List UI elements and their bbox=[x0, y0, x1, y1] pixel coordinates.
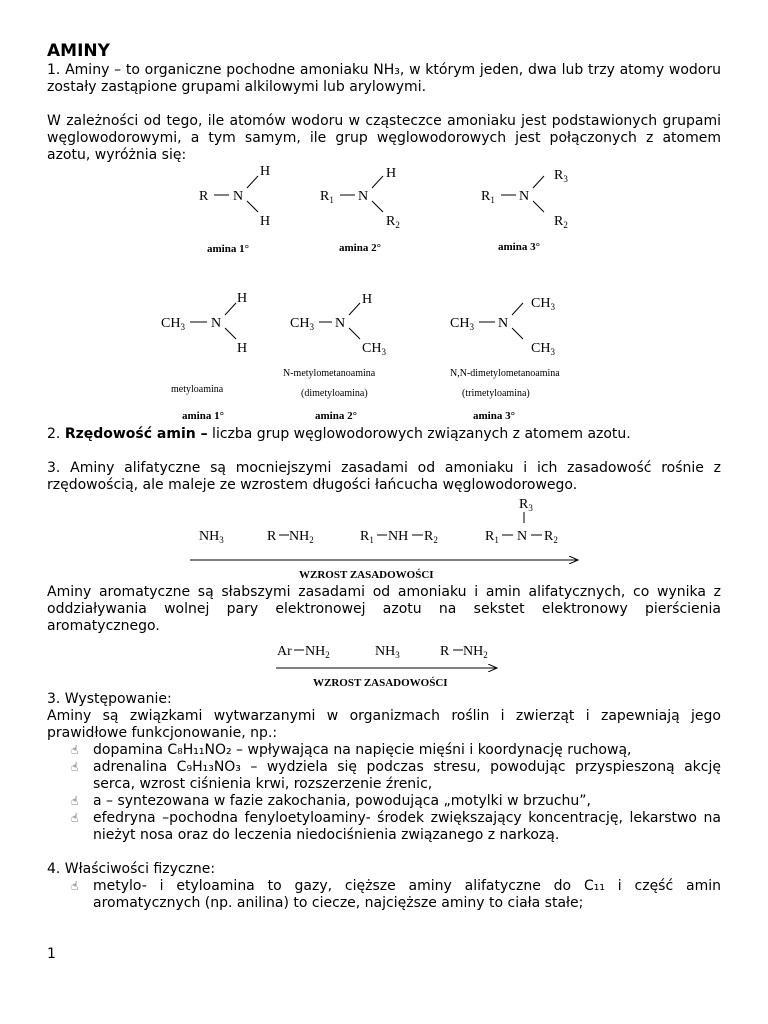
svg-text:NH: NH bbox=[388, 529, 409, 544]
svg-text:NH2: $NH_2$ bbox=[305, 644, 330, 660]
svg-text:R3: $R_3$ bbox=[519, 497, 533, 513]
svg-text:Ar: Ar bbox=[277, 644, 292, 659]
document-page bbox=[47, 40, 721, 912]
svg-text:N: N bbox=[335, 316, 346, 331]
svg-text:N: N bbox=[498, 316, 509, 331]
label-primary: amina 1° bbox=[207, 243, 249, 255]
name-trimethylamine: (trimetyloamina) bbox=[462, 388, 530, 399]
svg-text:CH3: $CH_3$ bbox=[450, 316, 474, 332]
list-item: ☝ a – syntezowana w fazie zakochania, powodująca „motylki w brzuchu”, bbox=[71, 793, 591, 809]
basicity-arrow-label: WZROST ZASADOWOŚCI bbox=[299, 569, 434, 581]
svg-text:CH3: $CH_3$ bbox=[290, 316, 314, 332]
svg-text:R1: $R_1$ bbox=[320, 189, 334, 205]
svg-text:N: N bbox=[233, 189, 244, 204]
list-item: ☝ metylo- i etyloamina to gazy, cięższe aminy alifatyczne do C₁₁ i część amin aromatycznych (np. anilina) to ciecze, najcięższe aminy to ciała stałe; bbox=[71, 878, 721, 911]
svg-text:R1: $R_1$ bbox=[481, 189, 495, 205]
svg-text:R: R bbox=[440, 644, 450, 659]
page-number: 1 bbox=[47, 946, 56, 962]
svg-text:H: H bbox=[260, 214, 271, 229]
svg-text:R1: $R_1$ bbox=[360, 529, 374, 545]
label-tertiary: amina 3° bbox=[498, 241, 540, 253]
label-secondary: amina 2° bbox=[339, 242, 381, 254]
svg-text:N: N bbox=[519, 189, 530, 204]
list-item: ☝ adrenalina C₉H₁₃NO₃ – wydziela się podczas stresu, powodując przyspieszoną akcję serca, wzrost ciśnienia krwi, rozszerzenie źrenic, bbox=[71, 759, 721, 792]
pointing-hand-icon: ☝ bbox=[71, 811, 79, 825]
paragraph-aromatic-basicity: Aminy aromatyczne są słabszymi zasadami od amoniaku i amin alifatycznych, co wynika z oddziaływania wolnej pary elektronowej azotu na sekstet elektronowy pierścienia aromatycznego. bbox=[47, 584, 721, 634]
section-occurrence-heading: 3. Występowanie: bbox=[47, 691, 172, 707]
page-title: AMINY bbox=[47, 41, 110, 61]
svg-text:N: N bbox=[517, 529, 528, 544]
svg-text:CH3: $CH_3$ bbox=[362, 341, 386, 357]
structure-dimethylamine bbox=[290, 292, 386, 357]
svg-text:H: H bbox=[237, 341, 248, 356]
order-number: 2. bbox=[47, 426, 61, 442]
svg-text:H: H bbox=[362, 292, 373, 307]
order-term: Rzędowość amin – bbox=[64, 426, 208, 442]
paragraph-aliphatic-basicity: 3. Aminy alifatyczne są mocniejszymi zasadami od amoniaku i ich zasadowość rośnie z rzędowością, ale maleje ze wzrostem długości łańcucha węglowodorowego. bbox=[47, 460, 721, 493]
structure-tertiary-generic bbox=[481, 168, 568, 230]
svg-text:H: H bbox=[260, 164, 271, 179]
svg-text:R1: $R_1$ bbox=[485, 529, 499, 545]
structure-primary-generic bbox=[199, 164, 270, 229]
order-definition: liczba grup węglowodorowych związanych z atomem azotu. bbox=[207, 426, 631, 442]
paragraph-classification: W zależności od tego, ile atomów wodoru w cząsteczce amoniaku jest podstawionych grupami węglowodorowymi, a tym samym, ile grup węglowodorowych jest połączonych z atomem azotu, wyróżnia się: bbox=[47, 113, 721, 163]
svg-text:H: H bbox=[237, 291, 248, 306]
name-dimethylamine: (dimetyloamina) bbox=[301, 388, 368, 399]
pointing-hand-icon: ☝ bbox=[71, 794, 79, 808]
svg-text:NH2: $NH_2$ bbox=[463, 644, 488, 660]
aromatic-arrow-label: WZROST ZASADOWOŚCI bbox=[313, 677, 448, 689]
aromatic-basicity-figure bbox=[47, 635, 721, 691]
svg-text:R2: $R_2$ bbox=[386, 214, 400, 230]
svg-text:R2: $R_2$ bbox=[554, 214, 568, 230]
svg-text:CH3: $CH_3$ bbox=[531, 341, 555, 357]
label-primary-example: amina 1° bbox=[182, 410, 224, 422]
name-nn-dimethylmethanamine: N,N-dimetylometanoamina bbox=[450, 368, 560, 379]
list-item: ☝ dopamina C₈H₁₁NO₂ – wpływająca na napięcie mięśni i koordynację ruchową, bbox=[71, 742, 632, 758]
svg-text:N: N bbox=[358, 189, 369, 204]
properties-list bbox=[47, 878, 721, 912]
svg-text:NH3: $NH_3$ bbox=[375, 644, 400, 660]
paragraph-definition: 1. Aminy – to organiczne pochodne amoniaku NH₃, w którym jeden, dwa lub trzy atomy wodoru zostały zastąpione grupami alkilowymi lub arylowymi. bbox=[47, 62, 721, 95]
amine-structures-figure bbox=[47, 164, 721, 426]
section-properties-heading: 4. Właściwości fizyczne: bbox=[47, 861, 216, 877]
pointing-hand-icon: ☝ bbox=[71, 743, 79, 757]
svg-text:R: R bbox=[199, 189, 209, 204]
structure-trimethylamine bbox=[450, 296, 555, 357]
structure-secondary-generic bbox=[320, 166, 400, 230]
list-item: ☝ efedryna –pochodna fenyloetyloaminy- środek zwiększający koncentrację, lekarstwo na nieżyt nosa oraz do leczenia niedociśnienia związanego z narkozą. bbox=[71, 810, 721, 843]
svg-text:R2: $R_2$ bbox=[544, 529, 558, 545]
svg-text:H: H bbox=[386, 166, 397, 181]
svg-text:R2: $R_2$ bbox=[424, 529, 438, 545]
name-methylamine: metyloamina bbox=[171, 384, 224, 395]
svg-text:CH3: $CH_3$ bbox=[161, 316, 185, 332]
pointing-hand-icon: ☝ bbox=[71, 879, 79, 893]
structure-methylamine bbox=[161, 291, 247, 356]
label-tertiary-example: amina 3° bbox=[473, 410, 515, 422]
svg-text:NH3: $NH_3$ bbox=[199, 529, 224, 545]
paragraph-occurrence: Aminy są związkami wytwarzanymi w organizmach roślin i zwierząt i zapewniają jego prawidłowe funkcjonowanie, np.: bbox=[47, 708, 721, 741]
aliphatic-basicity-figure bbox=[47, 494, 721, 584]
paragraph-order bbox=[47, 426, 721, 443]
svg-text:NH2: $NH_2$ bbox=[289, 529, 314, 545]
occurrence-list bbox=[47, 742, 721, 844]
svg-text:N: N bbox=[211, 316, 222, 331]
svg-text:R3: $R_3$ bbox=[554, 168, 568, 184]
svg-text:CH3: $CH_3$ bbox=[531, 296, 555, 312]
pointing-hand-icon: ☝ bbox=[71, 760, 79, 774]
name-n-methylmethanamine: N-metylometanoamina bbox=[283, 368, 376, 379]
svg-text:R: R bbox=[267, 529, 277, 544]
label-secondary-example: amina 2° bbox=[315, 410, 357, 422]
